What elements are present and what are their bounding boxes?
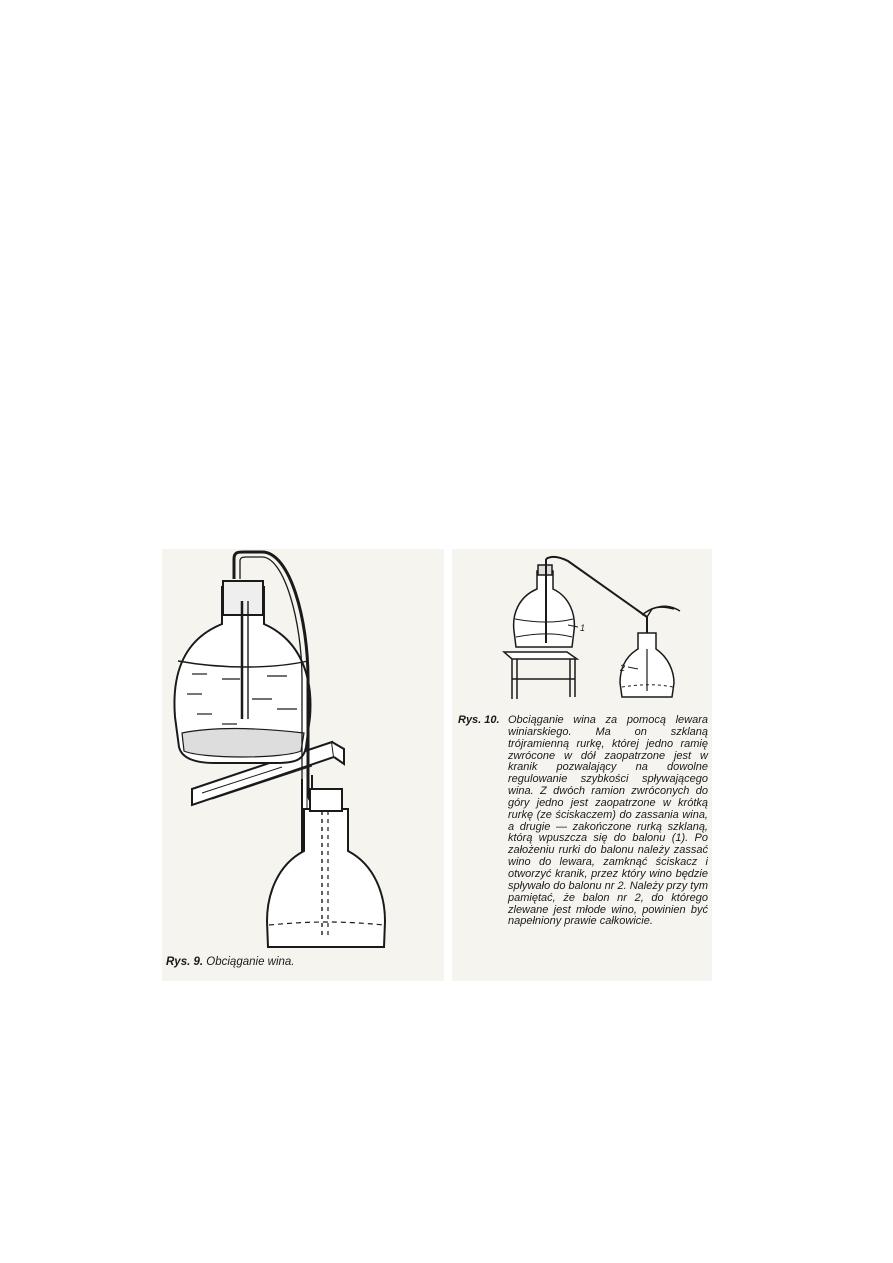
figure-10-bottle-2 bbox=[620, 633, 674, 697]
figure-10-marker-2: 2 bbox=[620, 663, 626, 673]
figure-9-lower-bottle bbox=[267, 789, 385, 947]
figure-9-caption-text: Obciąganie wina. bbox=[206, 956, 295, 968]
figure-9-upper-bottle bbox=[174, 581, 310, 763]
figure-10-label: Rys. 10. bbox=[458, 714, 500, 726]
figure-10-bottle-1 bbox=[514, 559, 575, 647]
figure-9-label: Rys. 9. bbox=[166, 956, 204, 968]
figure-10-table bbox=[504, 652, 577, 699]
figure-10-illustration bbox=[452, 549, 712, 709]
figure-9-illustration bbox=[162, 549, 444, 954]
figure-10-caption bbox=[458, 715, 708, 928]
figure-10-caption-text: Obciąganie wina za pomocą lewara winiarskiego. Ma on szklaną trójramienną rurkę, której jedno ramię zwrócone w dół zaopatrzone jest w kranik pozwalający na dowolne regulowanie szybkości spływającego wina. Z dwóch ramion zwróconych do góry jedno jest zaopatrzone w krótką rurkę (ze ściskaczem) do zassania wina, a drugie — zakończone rurką szklaną, którą wpuszcza się do balonu (1). Po założeniu rurki do balonu należy zassać wino do lewara, zamknąć ściskacz i otworzyć kranik, przez który wino będzie spływało do balonu nr 2. Należy przy tym pamiętać, że balon nr 2, do którego zlewane jest młode wino, powinien być napełniony prawie całkowicie. bbox=[508, 714, 708, 928]
figure-10-marker-1: 1 bbox=[580, 623, 586, 633]
figure-9-caption bbox=[166, 955, 436, 969]
